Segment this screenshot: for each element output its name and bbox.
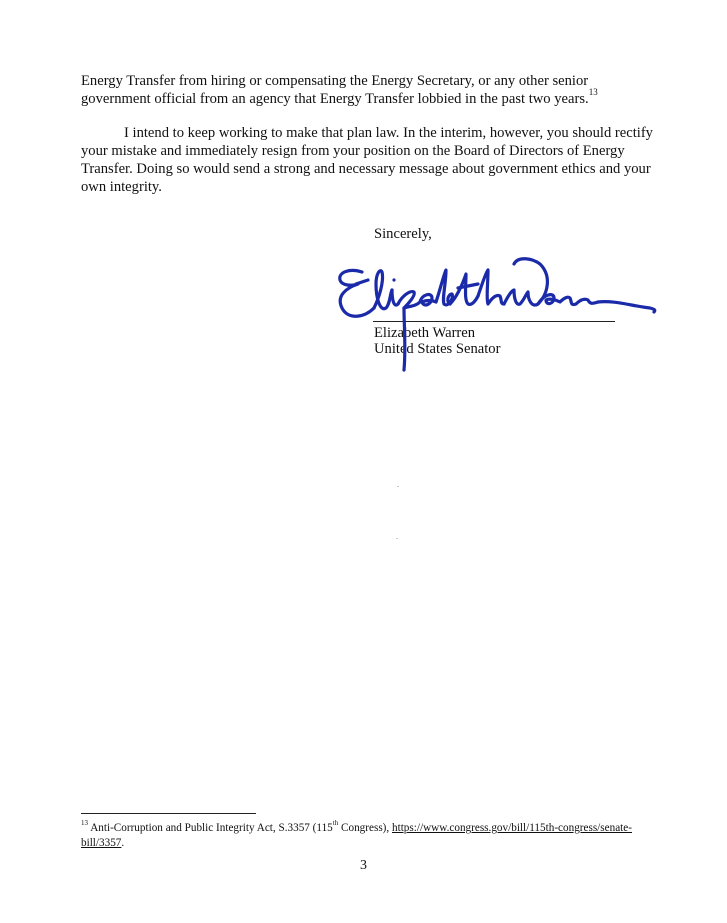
footnote-superscript: th [332,819,339,828]
footnote-end: . [121,837,125,849]
scan-speck [396,538,398,539]
paragraph-1-text: Energy Transfer from hiring or compensating the Energy Secretary, or any other senior government official from an agency that Energy Transfer lobbied in the past two years. [81,73,589,107]
body-paragraph-2: I intend to keep working to make that plan law. In the interim, however, you should rectify your mistake and immediately resign from your position on the Board of Directors of Energy Transfer. Doing so would send a strong and necessary message about government ethics and your own integrity. [81,125,653,195]
footnote-reference: 13 [588,87,598,98]
handwritten-signature [328,250,658,375]
closing-salutation: Sincerely, [374,226,432,242]
body-paragraph-1 [81,72,656,108]
footnote-number: 13 [81,819,88,828]
footnote-text: Anti-Corruption and Public Integrity Act, S.3357 (115 [90,822,333,834]
signatory-title: United States Senator [374,341,501,357]
signatory-name: Elizabeth Warren [374,325,476,341]
scan-speck [397,486,399,487]
footnote [81,821,641,851]
footnote-link[interactable]: https://www.congress.gov/bill/115th-congress/senate-bill/3357 [81,822,632,849]
footnote-text-continued: Congress), [338,822,392,834]
footnote-rule [81,813,256,814]
page-number: 3 [360,858,367,873]
